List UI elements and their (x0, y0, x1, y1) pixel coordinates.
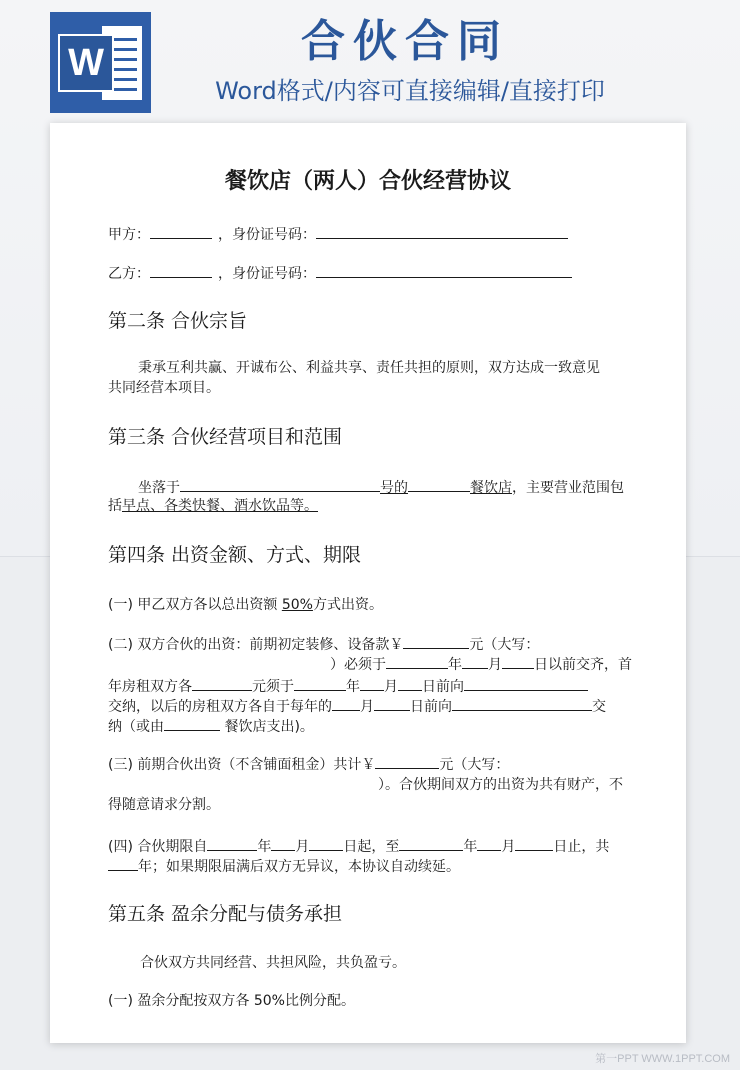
c2-text-g: 年房租双方各 (108, 679, 192, 695)
c2-rent-day-blank (398, 675, 422, 691)
c1-text-b: 方式出资。 (312, 597, 383, 613)
article-4-clause-3-line-2: ）。合伙期间双方的出资为共有财产，不 (378, 777, 623, 793)
article-3-line-1 (138, 476, 624, 498)
c2-text-q: 餐饮店支出)。 (220, 719, 314, 735)
c1-text-a: (一) 甲乙双方各以总出资额 (108, 597, 282, 613)
c2-month: 月 (488, 657, 502, 673)
party-a-name-blank (150, 223, 212, 239)
c2-annual-day-blank (374, 695, 410, 711)
article-4-clause-2-line-5 (108, 715, 314, 737)
party-b-label: 乙方： (108, 266, 150, 282)
c4-start-month-blank (271, 835, 295, 851)
party-b-name-blank (150, 262, 212, 278)
c2-text-l: 交纳，以后的房租双方各自于每年的 (108, 699, 332, 715)
c4-end-month-blank (477, 835, 501, 851)
c4-text-d: 日起，至 (343, 839, 400, 855)
c2-rent-month: 月 (384, 679, 398, 695)
party-b-id-blank (316, 262, 572, 278)
c3-text-a: (三) 前期合伙出资（不含铺面租金）共计￥ (108, 757, 376, 773)
c4-text-h: 年；如果期限届满后双方无异议，本协议自动续延。 (138, 859, 460, 875)
c4-end-day-blank (515, 835, 553, 851)
c4-start-year-blank (207, 835, 257, 851)
article-4-heading: 第四条 出资金额、方式、期限 (108, 544, 362, 566)
art3-text-b: 号的 (380, 480, 408, 496)
c2-rent-blank (192, 675, 252, 691)
header-subtitle: Word格式/内容可直接编辑/直接打印 (215, 77, 605, 105)
c2-text-f: 日以前交齐，首 (534, 657, 632, 673)
logo-letter: W (68, 42, 104, 84)
c2-rent-year-blank (294, 675, 346, 691)
c2-text-c: ）必须于 (330, 657, 386, 673)
c4-text-g: 日止，共 (553, 839, 610, 855)
c4-text-a: (四) 合伙期限自 (108, 839, 208, 855)
header-title: 合伙合同 (301, 16, 509, 67)
document-title: 餐饮店（两人）合伙经营协议 (224, 169, 511, 194)
article-4-clause-1 (108, 595, 383, 615)
c4-start-day-blank (309, 835, 343, 851)
art3-scope-text: 早点、各类快餐、酒水饮品等。 (122, 498, 318, 514)
c4-start-year: 年 (257, 839, 272, 855)
article-4-clause-2-line-2 (330, 653, 632, 675)
article-4-clause-4-line-1 (108, 835, 609, 857)
article-4-clause-2-line-3 (108, 675, 588, 697)
c2-day-blank (502, 653, 534, 669)
party-b-line (108, 262, 572, 284)
c2-annual-month-blank (332, 695, 360, 711)
c2-text-n: 日前向 (410, 699, 452, 715)
c2-payee-blank (464, 675, 588, 691)
c2-year: 年 (448, 657, 462, 673)
c2-text-h: 元须于 (252, 679, 294, 695)
c2-text-a: (二) 双方合伙的出资：前期初定装修、设备款￥ (108, 637, 404, 653)
c3-text-b: 元（大写： (439, 757, 510, 773)
word-logo-icon (50, 12, 151, 113)
article-4-clause-3-line-1 (108, 753, 509, 775)
art3-text-d: ，主要营业范围包 (512, 480, 624, 496)
document-page (50, 123, 686, 1043)
party-b-id-label: ，身份证号码： (218, 266, 316, 282)
c4-end-month: 月 (501, 839, 516, 855)
c2-rent-year: 年 (346, 679, 360, 695)
article-3-heading: 第三条 合伙经营项目和范围 (108, 426, 343, 448)
c1-percent: 50% (281, 597, 313, 613)
c2-month-blank (462, 653, 488, 669)
party-a-id-blank (316, 223, 568, 239)
party-a-id-label: ，身份证号码： (218, 227, 316, 243)
article-3-line-2 (108, 496, 318, 516)
article-4-clause-3-line-3: 得随意请求分割。 (108, 797, 220, 813)
store-name-blank (408, 476, 470, 492)
c2-store-blank (164, 715, 220, 731)
party-a-line (108, 223, 568, 245)
article-4-clause-2-line-4 (108, 695, 606, 717)
c2-annual-month: 月 (360, 699, 374, 715)
article-5-line-1: 合伙双方共同经营、共担风险，共负盈亏。 (140, 955, 406, 971)
address-blank (180, 476, 380, 492)
art3-store-word: 餐饮店 (470, 480, 512, 496)
art3-text-e: 括 (108, 498, 122, 514)
article-5-clause-1: (一) 盈余分配按双方各 50%比例分配。 (108, 993, 355, 1009)
article-2-heading: 第二条 合伙宗旨 (108, 310, 248, 332)
watermark-text: 第一PPT WWW.1PPT.COM (595, 1053, 730, 1065)
article-4-clause-2-line-1 (108, 633, 539, 655)
party-a-label: 甲方： (108, 227, 150, 243)
c2-text-b: 元（大写： (469, 637, 540, 653)
c4-years-blank (108, 855, 138, 871)
c2-text-o: 交 (592, 699, 606, 715)
c2-text-p: 纳（或由 (108, 719, 164, 735)
article-2-line-2: 共同经营本项目。 (108, 380, 220, 396)
logo-w-box (58, 34, 114, 92)
c2-year-blank (386, 653, 448, 669)
c4-end-year: 年 (463, 839, 478, 855)
c4-start-month: 月 (295, 839, 310, 855)
article-4-clause-4-line-2 (108, 855, 460, 877)
article-5-heading: 第五条 盈余分配与债务承担 (108, 903, 343, 925)
c2-rent-month-blank (360, 675, 384, 691)
c2-annual-payee-blank (452, 695, 592, 711)
c4-end-year-blank (399, 835, 463, 851)
c2-text-k: 日前向 (422, 679, 464, 695)
article-2-line-1: 秉承互利共赢、开诚布公、利益共享、责任共担的原则，双方达成一致意见 (138, 360, 600, 376)
c2-amount-blank (403, 633, 469, 649)
c3-amount-blank (375, 753, 439, 769)
art3-text-a: 坐落于 (138, 480, 180, 496)
